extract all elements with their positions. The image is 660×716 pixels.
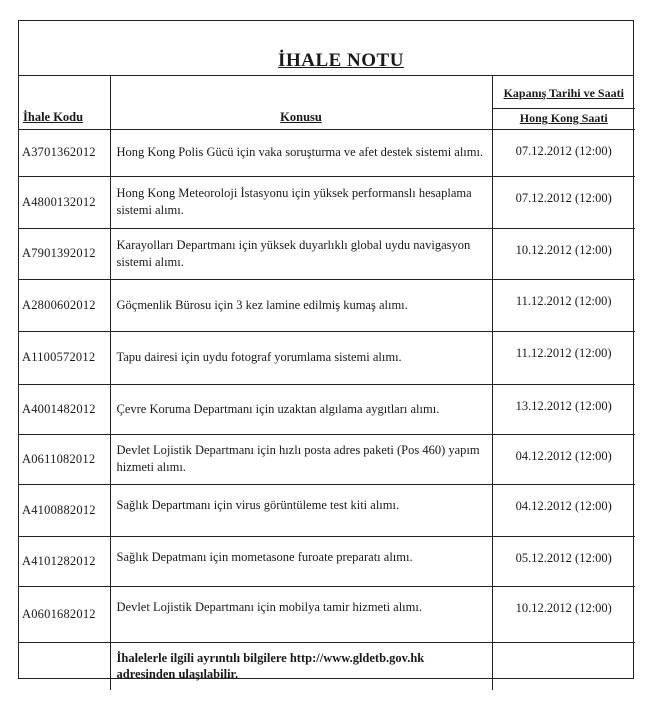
footer-empty-cell bbox=[492, 642, 635, 690]
closing-date: 11.12.2012 (12:00) bbox=[492, 279, 635, 331]
table-row bbox=[19, 434, 635, 484]
table-row bbox=[19, 586, 635, 642]
closing-date: 13.12.2012 (12:00) bbox=[492, 384, 635, 434]
tender-code: A4800132012 bbox=[19, 176, 110, 228]
tender-code: A7901392012 bbox=[19, 228, 110, 279]
table-row bbox=[19, 129, 635, 176]
table-row bbox=[19, 331, 635, 384]
tender-subject: Hong Kong Meteoroloji İstasyonu için yüksek performanslı hesaplama sistemi alımı. bbox=[110, 176, 492, 228]
table-row bbox=[19, 384, 635, 434]
header-timezone: Hong Kong Saati bbox=[492, 108, 635, 129]
table-row bbox=[19, 536, 635, 586]
footer-note: İhalelerle ilgili ayrıntılı bilgilere http://www.gldetb.gov.hk adresinden ulaşılabilir. bbox=[110, 642, 492, 690]
tender-code: A0601682012 bbox=[19, 586, 110, 642]
closing-date: 10.12.2012 (12:00) bbox=[492, 586, 635, 642]
tender-notice-sheet bbox=[18, 20, 634, 682]
tender-subject: Sağlık Depatmanı için mometasone furoate preparatı alımı. bbox=[110, 536, 492, 586]
tender-code: A0611082012 bbox=[19, 434, 110, 484]
closing-date: 04.12.2012 (12:00) bbox=[492, 434, 635, 484]
closing-date: 07.12.2012 (12:00) bbox=[492, 129, 635, 176]
table-row bbox=[19, 279, 635, 331]
tender-code: A4100882012 bbox=[19, 484, 110, 536]
header-subject: Konusu bbox=[110, 76, 492, 129]
tender-subject: Karayolları Departmanı için yüksek duyarlıklı global uydu navigasyon sistemi alımı. bbox=[110, 228, 492, 279]
tender-code: A3701362012 bbox=[19, 129, 110, 176]
table-row bbox=[19, 228, 635, 279]
header-code: İhale Kodu bbox=[19, 76, 110, 129]
closing-date: 07.12.2012 (12:00) bbox=[492, 176, 635, 228]
tender-code: A4001482012 bbox=[19, 384, 110, 434]
tender-code: A4101282012 bbox=[19, 536, 110, 586]
tender-subject: Sağlık Departmanı için virus görüntüleme test kiti alımı. bbox=[110, 484, 492, 536]
table-row bbox=[19, 176, 635, 228]
table-row bbox=[19, 484, 635, 536]
closing-date: 10.12.2012 (12:00) bbox=[492, 228, 635, 279]
closing-date: 05.12.2012 (12:00) bbox=[492, 536, 635, 586]
tender-subject: Devlet Lojistik Departmanı için hızlı posta adres paketi (Pos 460) yapım hizmeti alımı. bbox=[110, 434, 492, 484]
tender-table bbox=[19, 76, 635, 690]
header-closing: Kapanış Tarihi ve Saati bbox=[492, 76, 635, 108]
closing-date: 04.12.2012 (12:00) bbox=[492, 484, 635, 536]
footer-row bbox=[19, 642, 635, 690]
tender-code: A2800602012 bbox=[19, 279, 110, 331]
title-row bbox=[19, 21, 633, 76]
footer-empty-cell bbox=[19, 642, 110, 690]
closing-date: 11.12.2012 (12:00) bbox=[492, 331, 635, 384]
tender-subject: Devlet Lojistik Departmanı için mobilya tamir hizmeti alımı. bbox=[110, 586, 492, 642]
tender-subject: Hong Kong Polis Gücü için vaka soruşturma ve afet destek sistemi alımı. bbox=[110, 129, 492, 176]
tender-subject: Göçmenlik Bürosu için 3 kez lamine edilmiş kumaş alımı. bbox=[110, 279, 492, 331]
tender-subject: Çevre Koruma Departmanı için uzaktan algılama aygıtları alımı. bbox=[110, 384, 492, 434]
tender-code: A1100572012 bbox=[19, 331, 110, 384]
page-title: İHALE NOTU bbox=[278, 50, 404, 71]
tender-subject: Tapu dairesi için uydu fotograf yorumlama sistemi alımı. bbox=[110, 331, 492, 384]
